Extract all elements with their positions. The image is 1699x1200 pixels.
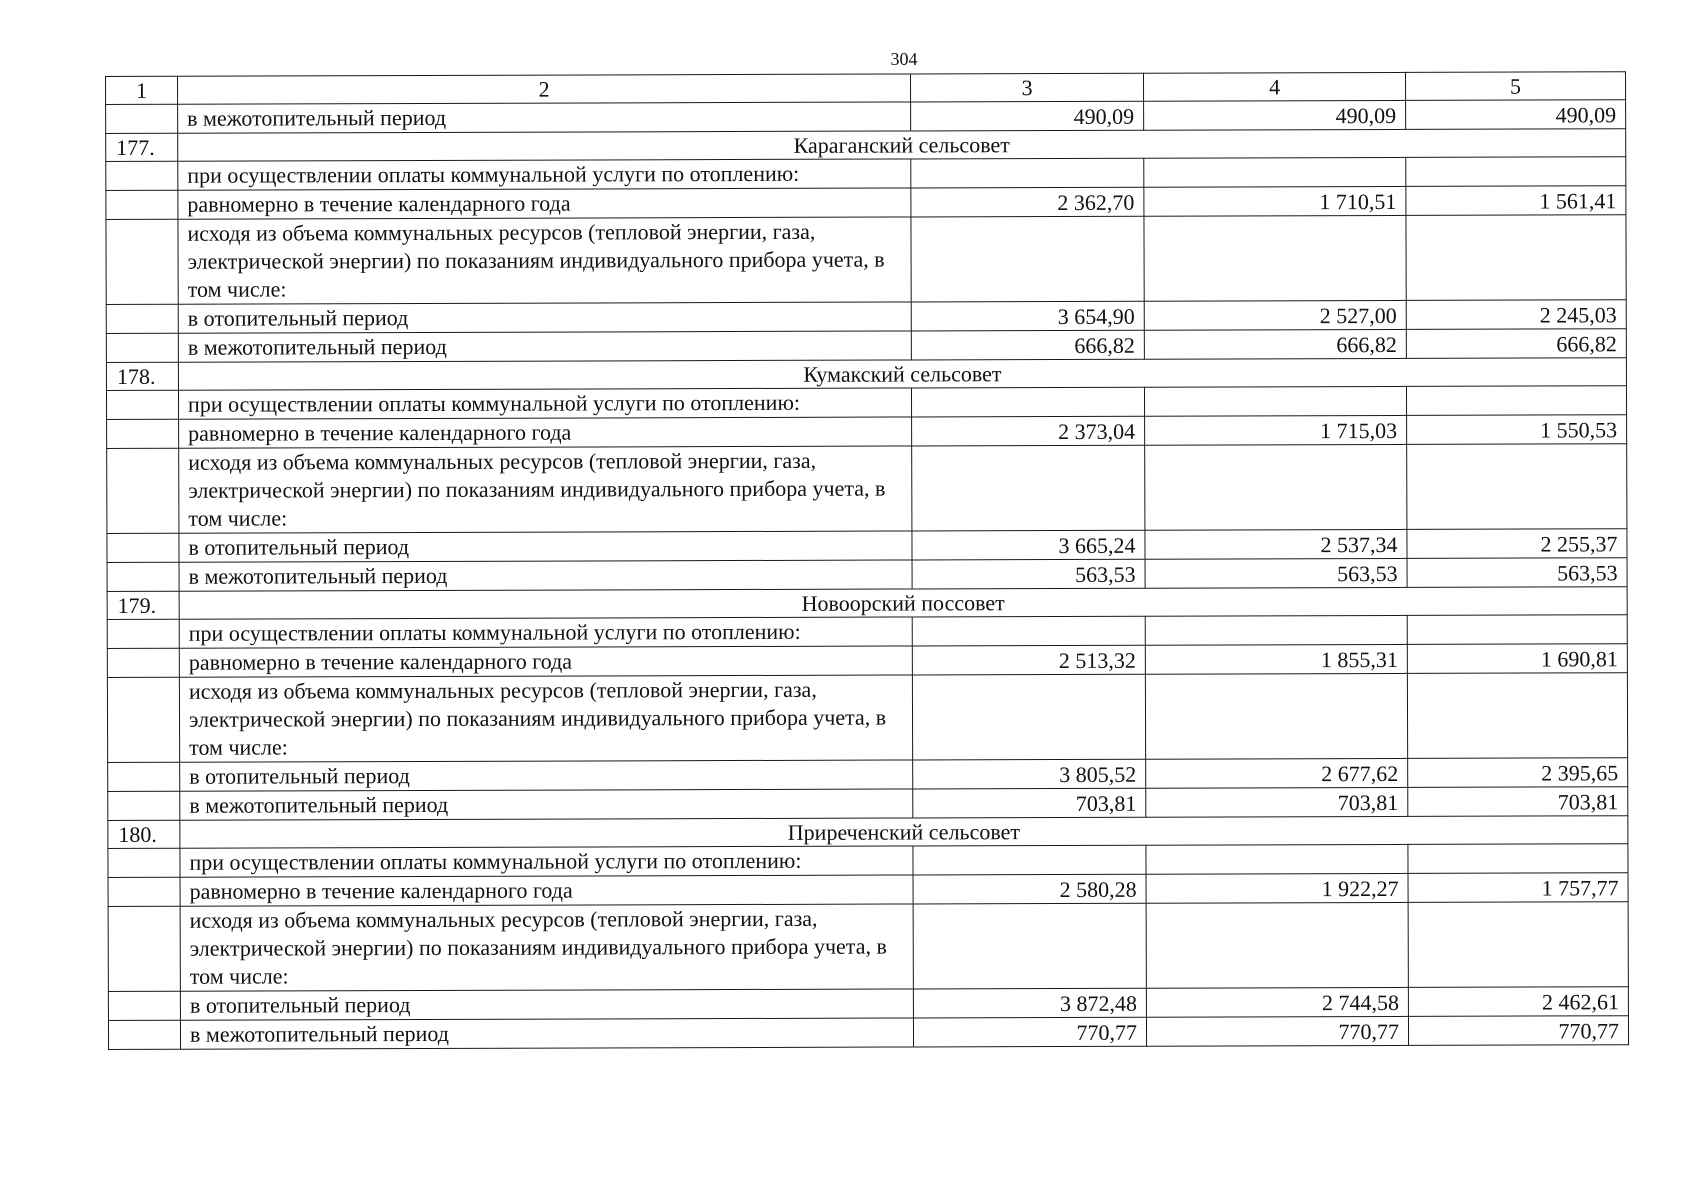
section-number-cell: 180.: [108, 820, 180, 848]
table-row: [107, 529, 1627, 563]
row-label-cell: в отопительный период: [180, 760, 913, 791]
row-number-cell: [108, 991, 180, 1020]
row-label-cell: при осуществлении оплаты коммунальной услуги по отоплению:: [180, 846, 913, 877]
value-cell: [912, 616, 1145, 646]
row-number-cell: [106, 161, 178, 190]
value-cell: 563,53: [912, 559, 1145, 589]
row-number-cell: [108, 1020, 180, 1049]
value-cell: [1408, 844, 1628, 874]
row-number-cell: [107, 619, 179, 648]
table-row: [106, 300, 1626, 334]
section-title-cell: Приреченский сельсовет: [180, 816, 1628, 849]
row-label-cell: в межотопительный период: [179, 560, 912, 591]
value-cell: 2 513,32: [912, 645, 1145, 675]
value-cell: 2 395,65: [1408, 758, 1628, 788]
value-cell: 2 580,28: [913, 874, 1146, 904]
row-label-cell: при осуществлении оплаты коммунальной услуги по отоплению:: [179, 617, 912, 648]
row-label-cell: в отопительный период: [179, 531, 912, 562]
row-number-cell: [108, 791, 180, 820]
value-cell: [1406, 157, 1626, 187]
section-title-cell: Новоорский поссовет: [179, 587, 1627, 620]
value-cell: 2 744,58: [1146, 987, 1408, 1017]
value-cell: 1 757,77: [1408, 873, 1628, 903]
value-cell: 2 255,37: [1407, 529, 1627, 559]
value-cell: 563,53: [1145, 558, 1407, 588]
value-cell: [1408, 902, 1628, 988]
row-label-cell: в отопительный период: [178, 302, 911, 333]
value-cell: 1 710,51: [1144, 186, 1406, 216]
value-cell: [1407, 444, 1627, 530]
value-cell: 666,82: [1406, 329, 1626, 359]
row-label-cell: при осуществлении оплаты коммунальной услуги по отоплению:: [178, 159, 911, 190]
row-label-cell: при осуществлении оплаты коммунальной услуги по отоплению:: [178, 388, 911, 419]
table-row: [107, 673, 1627, 763]
value-cell: 770,77: [1408, 1016, 1628, 1046]
value-cell: [1406, 215, 1626, 301]
column-number-cell: 3: [910, 73, 1143, 102]
row-number-cell: [106, 304, 178, 333]
value-cell: 2 537,34: [1145, 529, 1407, 559]
value-cell: 2 245,03: [1406, 300, 1626, 330]
table-row: [107, 444, 1627, 534]
row-label-cell: равномерно в течение календарного года: [178, 188, 911, 219]
value-cell: 2 362,70: [911, 187, 1144, 217]
table-row: [107, 558, 1627, 592]
value-cell: [1146, 844, 1408, 874]
column-number-cell: 5: [1405, 72, 1625, 101]
table-row: [106, 215, 1626, 305]
value-cell: [1145, 444, 1407, 530]
section-number-cell: 179.: [107, 591, 179, 619]
row-label-cell: исходя из объема коммунальных ресурсов (тепловой энергии, газа, электрической энергии) по показаниям индивидуального прибора учета, в том числе:: [179, 446, 912, 533]
value-cell: 666,82: [1144, 329, 1406, 359]
value-cell: 490,09: [1406, 100, 1626, 130]
row-label-cell: равномерно в течение календарного года: [179, 417, 912, 448]
row-label-cell: в межотопительный период: [180, 1018, 913, 1049]
row-number-cell: [108, 848, 180, 877]
value-cell: 490,09: [911, 101, 1144, 131]
column-number-cell: 1: [106, 76, 178, 104]
section-title-cell: Кумакский сельсовет: [178, 358, 1626, 391]
value-cell: 563,53: [1407, 558, 1627, 588]
value-cell: 2 527,00: [1144, 300, 1406, 330]
value-cell: [1407, 673, 1627, 759]
table-row: [108, 1016, 1628, 1050]
table-body: [106, 72, 1629, 1050]
value-cell: 1 690,81: [1407, 644, 1627, 674]
table-row: [106, 157, 1626, 191]
section-title-cell: Караганский сельсовет: [178, 129, 1626, 162]
value-cell: 703,81: [913, 788, 1146, 818]
value-cell: [911, 158, 1144, 188]
value-cell: 3 872,48: [913, 988, 1146, 1018]
row-number-cell: [108, 877, 180, 906]
row-label-cell: исходя из объема коммунальных ресурсов (тепловой энергии, газа, электрической энергии) по показаниям индивидуального прибора учета, в том числе:: [179, 675, 912, 762]
table-row: [106, 329, 1626, 363]
value-cell: [1144, 386, 1406, 416]
row-number-cell: [108, 906, 180, 991]
table-row: [108, 787, 1628, 821]
value-cell: [1144, 157, 1406, 187]
value-cell: 3 805,52: [913, 759, 1146, 789]
table-row: [106, 100, 1626, 134]
value-cell: [911, 216, 1144, 302]
row-label-cell: в межотопительный период: [180, 789, 913, 820]
value-cell: [912, 445, 1145, 531]
row-number-cell: [107, 648, 179, 677]
value-cell: [1145, 615, 1407, 645]
row-number-cell: [107, 448, 179, 533]
table-row: [108, 902, 1628, 992]
value-cell: 490,09: [1144, 100, 1406, 130]
row-number-cell: [106, 390, 178, 419]
value-cell: 770,77: [913, 1017, 1146, 1047]
value-cell: [913, 845, 1146, 875]
table-row: [108, 844, 1628, 878]
table-row: [106, 386, 1626, 420]
table-row: [108, 758, 1628, 792]
value-cell: [1144, 215, 1406, 301]
value-cell: 703,81: [1408, 787, 1628, 817]
column-number-cell: 2: [178, 74, 911, 104]
row-number-cell: [107, 562, 179, 591]
row-number-cell: [106, 190, 178, 219]
table-row: [106, 186, 1626, 220]
value-cell: [1145, 673, 1407, 759]
value-cell: 1 855,31: [1145, 644, 1407, 674]
row-label-cell: исходя из объема коммунальных ресурсов (тепловой энергии, газа, электрической энергии) по показаниям индивидуального прибора учета, в том числе:: [180, 904, 913, 991]
value-cell: [1406, 386, 1626, 416]
value-cell: 3 654,90: [911, 301, 1144, 331]
row-number-cell: [106, 219, 178, 304]
row-number-cell: [108, 762, 180, 791]
value-cell: 1 715,03: [1145, 415, 1407, 445]
table-row: [107, 615, 1627, 649]
value-cell: 2 373,04: [912, 416, 1145, 446]
value-cell: 3 665,24: [912, 530, 1145, 560]
row-label-cell: в отопительный период: [180, 989, 913, 1020]
row-number-cell: [106, 333, 178, 362]
value-cell: [911, 387, 1144, 417]
tariff-table-container: [105, 71, 1628, 1050]
table-row: [108, 987, 1628, 1021]
row-label-cell: исходя из объема коммунальных ресурсов (тепловой энергии, газа, электрической энергии) по показаниям индивидуального прибора учета, в том числе:: [178, 217, 911, 304]
value-cell: 2 677,62: [1146, 758, 1408, 788]
column-number-cell: 4: [1143, 72, 1405, 101]
section-number-cell: 177.: [106, 133, 178, 161]
row-label-cell: равномерно в течение календарного года: [179, 646, 912, 677]
value-cell: 770,77: [1146, 1016, 1408, 1046]
row-label-cell: в межотопительный период: [178, 331, 911, 362]
value-cell: [913, 903, 1146, 989]
value-cell: 703,81: [1146, 787, 1408, 817]
row-label-cell: в межотопительный период: [178, 102, 911, 133]
table-row: [108, 873, 1628, 907]
table-row: [107, 644, 1627, 678]
value-cell: 2 462,61: [1408, 987, 1628, 1017]
value-cell: 1 922,27: [1146, 873, 1408, 903]
value-cell: 1 561,41: [1406, 186, 1626, 216]
value-cell: [1146, 902, 1408, 988]
section-number-cell: 178.: [106, 362, 178, 390]
row-number-cell: [107, 419, 179, 448]
row-number-cell: [107, 677, 179, 762]
row-number-cell: [106, 104, 178, 133]
row-label-cell: равномерно в течение календарного года: [180, 875, 913, 906]
tariff-table: [105, 71, 1629, 1050]
value-cell: [1407, 615, 1627, 645]
row-number-cell: [107, 533, 179, 562]
value-cell: 666,82: [911, 330, 1144, 360]
page-number: 304: [890, 49, 918, 69]
table-row: [107, 415, 1627, 449]
value-cell: [912, 674, 1145, 760]
value-cell: 1 550,53: [1407, 415, 1627, 445]
